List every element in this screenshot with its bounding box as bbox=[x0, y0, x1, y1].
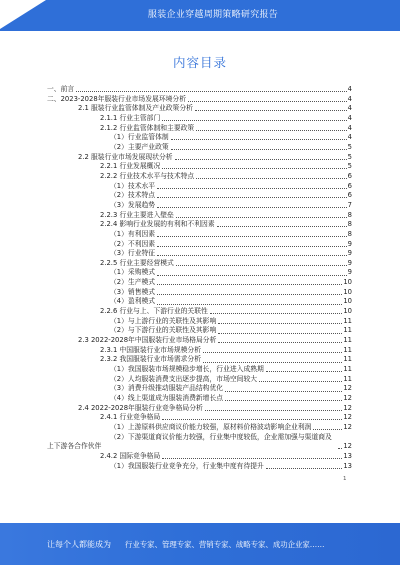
toc-entry[interactable] bbox=[47, 230, 352, 240]
dot-leader bbox=[195, 110, 347, 111]
toc-entry-page: 13 bbox=[343, 451, 352, 460]
toc-entry[interactable] bbox=[47, 182, 352, 192]
toc-entry-page: 4 bbox=[347, 85, 352, 93]
dot-leader bbox=[266, 371, 342, 372]
toc-entry-page: 6 bbox=[347, 191, 352, 200]
toc-entry-text: （2）人均服装消费支出逐步提高，市场空间较大 bbox=[110, 374, 258, 383]
dot-leader bbox=[218, 342, 342, 343]
toc-entry[interactable] bbox=[47, 326, 352, 336]
toc-entry-text: （1）上游原料供应商议价能力较强，原材料价格波动影响企业利润 bbox=[110, 422, 312, 431]
toc-entry-page: 10 bbox=[343, 278, 352, 287]
toc-entry[interactable] bbox=[47, 384, 352, 394]
dot-leader bbox=[313, 429, 342, 430]
toc-entry-page: 11 bbox=[343, 316, 352, 325]
toc-entry-page: 12 bbox=[343, 394, 352, 402]
toc-entry-page: 13 bbox=[343, 461, 352, 470]
toc-entry[interactable] bbox=[47, 124, 352, 134]
toc-entry-text: （2）生产模式 bbox=[110, 278, 156, 287]
toc-entry-page: 11 bbox=[343, 336, 352, 345]
toc-entry-text: （1）我国服装行业竞争充分，行业集中度有待提升 bbox=[110, 461, 264, 470]
toc-entry-text: 一、前言 bbox=[47, 85, 75, 93]
dot-leader bbox=[176, 217, 347, 218]
toc-entry-text: 2.2 服装行业市场发展现状分析 bbox=[78, 152, 173, 161]
footer-banner bbox=[0, 523, 400, 565]
dot-leader bbox=[157, 236, 347, 237]
dot-leader bbox=[171, 149, 347, 150]
toc-entry[interactable] bbox=[47, 433, 352, 452]
dot-leader bbox=[157, 294, 342, 295]
toc-entry-page: 11 bbox=[343, 326, 352, 335]
toc-entry-text: （1）技术水平 bbox=[110, 181, 156, 190]
toc-entry-page: 10 bbox=[343, 307, 352, 316]
toc-entry-text: （2）与下游行业的关联性及其影响 bbox=[110, 326, 217, 335]
toc-entry-page: 12 bbox=[343, 403, 352, 412]
toc-entry[interactable] bbox=[47, 249, 352, 259]
toc-entry-text: 2.4.1 行业竞争格局 bbox=[100, 413, 161, 422]
toc-entry[interactable] bbox=[47, 288, 352, 298]
toc-entry-text: （1）采购模式 bbox=[110, 268, 156, 277]
dot-leader bbox=[157, 255, 347, 256]
toc-entry-page: 4 bbox=[347, 113, 352, 122]
toc-entry[interactable] bbox=[47, 413, 352, 423]
toc-entry[interactable] bbox=[47, 317, 352, 327]
toc-entry[interactable] bbox=[47, 423, 352, 433]
toc-entry[interactable] bbox=[47, 133, 352, 143]
dot-leader bbox=[157, 246, 347, 247]
toc-entry-text: （3）消费升级推动服装产品结构优化 bbox=[110, 384, 224, 393]
toc-entry[interactable] bbox=[47, 95, 352, 105]
toc-entry-text: （4）线上渠道成为服装消费新增长点 bbox=[110, 394, 224, 402]
toc-entry-text: 2.2.4 影响行业发展的有利和不利因素 bbox=[100, 220, 215, 229]
toc-entry[interactable] bbox=[47, 220, 352, 230]
dot-leader bbox=[225, 391, 342, 392]
toc-entry[interactable] bbox=[47, 114, 352, 124]
toc-entry-text: （4）盈利模式 bbox=[110, 297, 156, 306]
toc-entry[interactable] bbox=[47, 143, 352, 153]
dot-leader bbox=[76, 91, 346, 92]
dot-leader bbox=[162, 419, 342, 420]
dot-leader bbox=[171, 139, 347, 140]
toc-entry-text: 2.4 2022-2028年服装行业竞争格局分析 bbox=[78, 403, 203, 412]
toc-entry-page: 7 bbox=[347, 200, 352, 209]
dot-leader bbox=[175, 159, 347, 160]
toc-entry-text: （2）技术特点 bbox=[110, 191, 156, 200]
toc-entry[interactable] bbox=[47, 346, 352, 356]
toc-entry-text: （3）行业特征 bbox=[110, 249, 156, 258]
toc-entry[interactable] bbox=[47, 268, 352, 278]
dot-leader bbox=[203, 352, 342, 353]
toc-entry[interactable] bbox=[47, 404, 352, 414]
toc-entry-page: 8 bbox=[347, 229, 352, 238]
toc-entry-page: 9 bbox=[347, 268, 352, 277]
toc-entry-text: 2.1.1 行业主管部门 bbox=[100, 113, 161, 122]
toc-entry[interactable] bbox=[47, 336, 352, 346]
toc-entry-text: （2）主要产业政策 bbox=[110, 142, 169, 151]
dot-leader bbox=[157, 188, 347, 189]
dot-leader bbox=[196, 178, 346, 179]
toc-entry-text: 2.2.1 行业发展概况 bbox=[100, 162, 161, 171]
toc-entry[interactable] bbox=[47, 394, 352, 404]
toc-entry[interactable] bbox=[47, 162, 352, 172]
toc-entry[interactable] bbox=[47, 191, 352, 201]
toc-entry-text: 2.4.2 国际竞争格局 bbox=[100, 451, 161, 460]
toc-entry-page: 4 bbox=[347, 123, 352, 132]
dot-leader bbox=[210, 313, 343, 314]
dot-leader bbox=[157, 304, 342, 305]
toc-entry-page: 11 bbox=[343, 355, 352, 364]
toc-entry-page: 5 bbox=[347, 142, 352, 151]
toc-entry[interactable] bbox=[47, 240, 352, 250]
toc-entry-text: 2.3.2 我国服装行业市场需求分析 bbox=[100, 355, 202, 364]
toc-entry-text: （1）与上游行业的关联性及其影响 bbox=[110, 316, 217, 325]
dot-leader bbox=[188, 101, 347, 102]
dot-leader bbox=[157, 197, 347, 198]
dot-leader bbox=[217, 226, 347, 227]
footer-slogan: 让每个人都能成为 bbox=[47, 540, 111, 549]
toc-entry-text: 2.2.3 行业主要进入壁垒 bbox=[100, 210, 174, 219]
toc-entry[interactable] bbox=[47, 307, 352, 317]
toc-entry[interactable] bbox=[47, 85, 352, 95]
toc-entry-text: 2.2.2 行业技术水平与技术特点 bbox=[100, 171, 195, 180]
toc-entry-text: （2）不利因素 bbox=[110, 239, 156, 248]
footer-roles: 行业专家、管理专家、营销专家、战略专家、成功企业家…… bbox=[125, 540, 325, 549]
dot-leader bbox=[338, 448, 342, 449]
toc-entry-page: 9 bbox=[347, 258, 352, 267]
toc-entry-text: （1）我国服装市场规模稳步增长，行业进入成熟期 bbox=[110, 365, 264, 374]
toc-entry[interactable] bbox=[47, 355, 352, 365]
toc-entry-text: 2.3.1 中国服装行业市场规模分析 bbox=[100, 345, 202, 354]
dot-leader bbox=[196, 130, 346, 131]
toc-entry-page: 8 bbox=[347, 220, 352, 229]
toc-entry-text: （3）销售模式 bbox=[110, 287, 156, 296]
toc-entry-page: 6 bbox=[347, 181, 352, 190]
toc-entry-page: 11 bbox=[343, 365, 352, 374]
toc-entry[interactable] bbox=[47, 278, 352, 288]
toc-entry[interactable] bbox=[47, 259, 352, 269]
dot-leader bbox=[157, 275, 347, 276]
toc-entry-page: 11 bbox=[343, 374, 352, 383]
toc-entry-text: （1）有利因素 bbox=[110, 229, 156, 238]
dot-leader bbox=[162, 168, 346, 169]
toc-entry[interactable] bbox=[47, 211, 352, 221]
toc-entry-text: （3）发展趋势 bbox=[110, 200, 156, 209]
toc-entry-page: 6 bbox=[347, 171, 352, 180]
dot-leader bbox=[259, 381, 342, 382]
toc-entry-page: 9 bbox=[347, 239, 352, 248]
toc-entry-text: 二、2023-2028年服装行业市场发展环境分析 bbox=[47, 94, 187, 103]
dot-leader bbox=[266, 468, 342, 469]
toc-entry-page: 4 bbox=[347, 104, 352, 113]
toc-entry-text: 2.2.6 行业与上、下游行业的关联性 bbox=[100, 307, 208, 316]
toc-heading: 内容目录 bbox=[172, 55, 227, 70]
toc-entry-page: 5 bbox=[347, 152, 352, 161]
toc-entry[interactable] bbox=[47, 365, 352, 375]
toc-entry[interactable] bbox=[47, 462, 352, 472]
dot-leader bbox=[157, 284, 342, 285]
toc-entry-text: （1）行业监管体制 bbox=[110, 133, 169, 142]
toc-entry-page: 10 bbox=[343, 297, 352, 306]
toc-entry-page: 8 bbox=[347, 210, 352, 219]
toc-entry[interactable] bbox=[47, 375, 352, 385]
report-title: 服装企业穿越周期策略研究报告 bbox=[147, 10, 279, 20]
toc-entry[interactable] bbox=[47, 452, 352, 462]
toc-entry-text: 2.3 2022-2028年中国服装行业市场格局分析 bbox=[78, 336, 217, 345]
report-header-bar bbox=[0, 0, 400, 31]
table-of-contents bbox=[47, 85, 352, 471]
toc-entry-page: 11 bbox=[343, 345, 352, 354]
toc-entry-page: 12 bbox=[343, 384, 352, 393]
dot-leader bbox=[225, 400, 342, 401]
toc-entry[interactable] bbox=[47, 297, 352, 307]
toc-entry-text: 2.1 服装行业监管体制及产业政策分析 bbox=[78, 104, 193, 113]
toc-entry[interactable] bbox=[47, 153, 352, 163]
dot-leader bbox=[162, 458, 342, 459]
toc-entry-page: 12 bbox=[343, 413, 352, 422]
toc-entry-text: （2）下游渠道商议价能力较强，行业集中度较低，企业需加强与渠道商及上下游各合作伙伴 bbox=[47, 432, 332, 451]
toc-entry[interactable] bbox=[47, 201, 352, 211]
toc-entry-text: 2.1.2 行业监管体制和主要政策 bbox=[100, 123, 195, 132]
dot-leader bbox=[218, 333, 342, 334]
toc-entry-page: 12 bbox=[343, 422, 352, 431]
dot-leader bbox=[162, 120, 346, 121]
dot-leader bbox=[205, 410, 343, 411]
dot-leader bbox=[176, 265, 347, 266]
dot-leader bbox=[157, 207, 347, 208]
toc-entry-page: 5 bbox=[347, 162, 352, 171]
toc-entry[interactable] bbox=[47, 104, 352, 114]
dot-leader bbox=[203, 362, 342, 363]
dot-leader bbox=[218, 323, 342, 324]
toc-entry-page: 12 bbox=[343, 442, 352, 451]
toc-entry[interactable] bbox=[47, 172, 352, 182]
page-number: 1 bbox=[343, 476, 347, 482]
toc-entry-page: 10 bbox=[343, 287, 352, 296]
toc-entry-text: 2.2.5 行业主要经营模式 bbox=[100, 258, 174, 267]
toc-entry-page: 4 bbox=[347, 94, 352, 103]
toc-entry-page: 9 bbox=[347, 249, 352, 258]
toc-entry-page: 4 bbox=[347, 133, 352, 142]
